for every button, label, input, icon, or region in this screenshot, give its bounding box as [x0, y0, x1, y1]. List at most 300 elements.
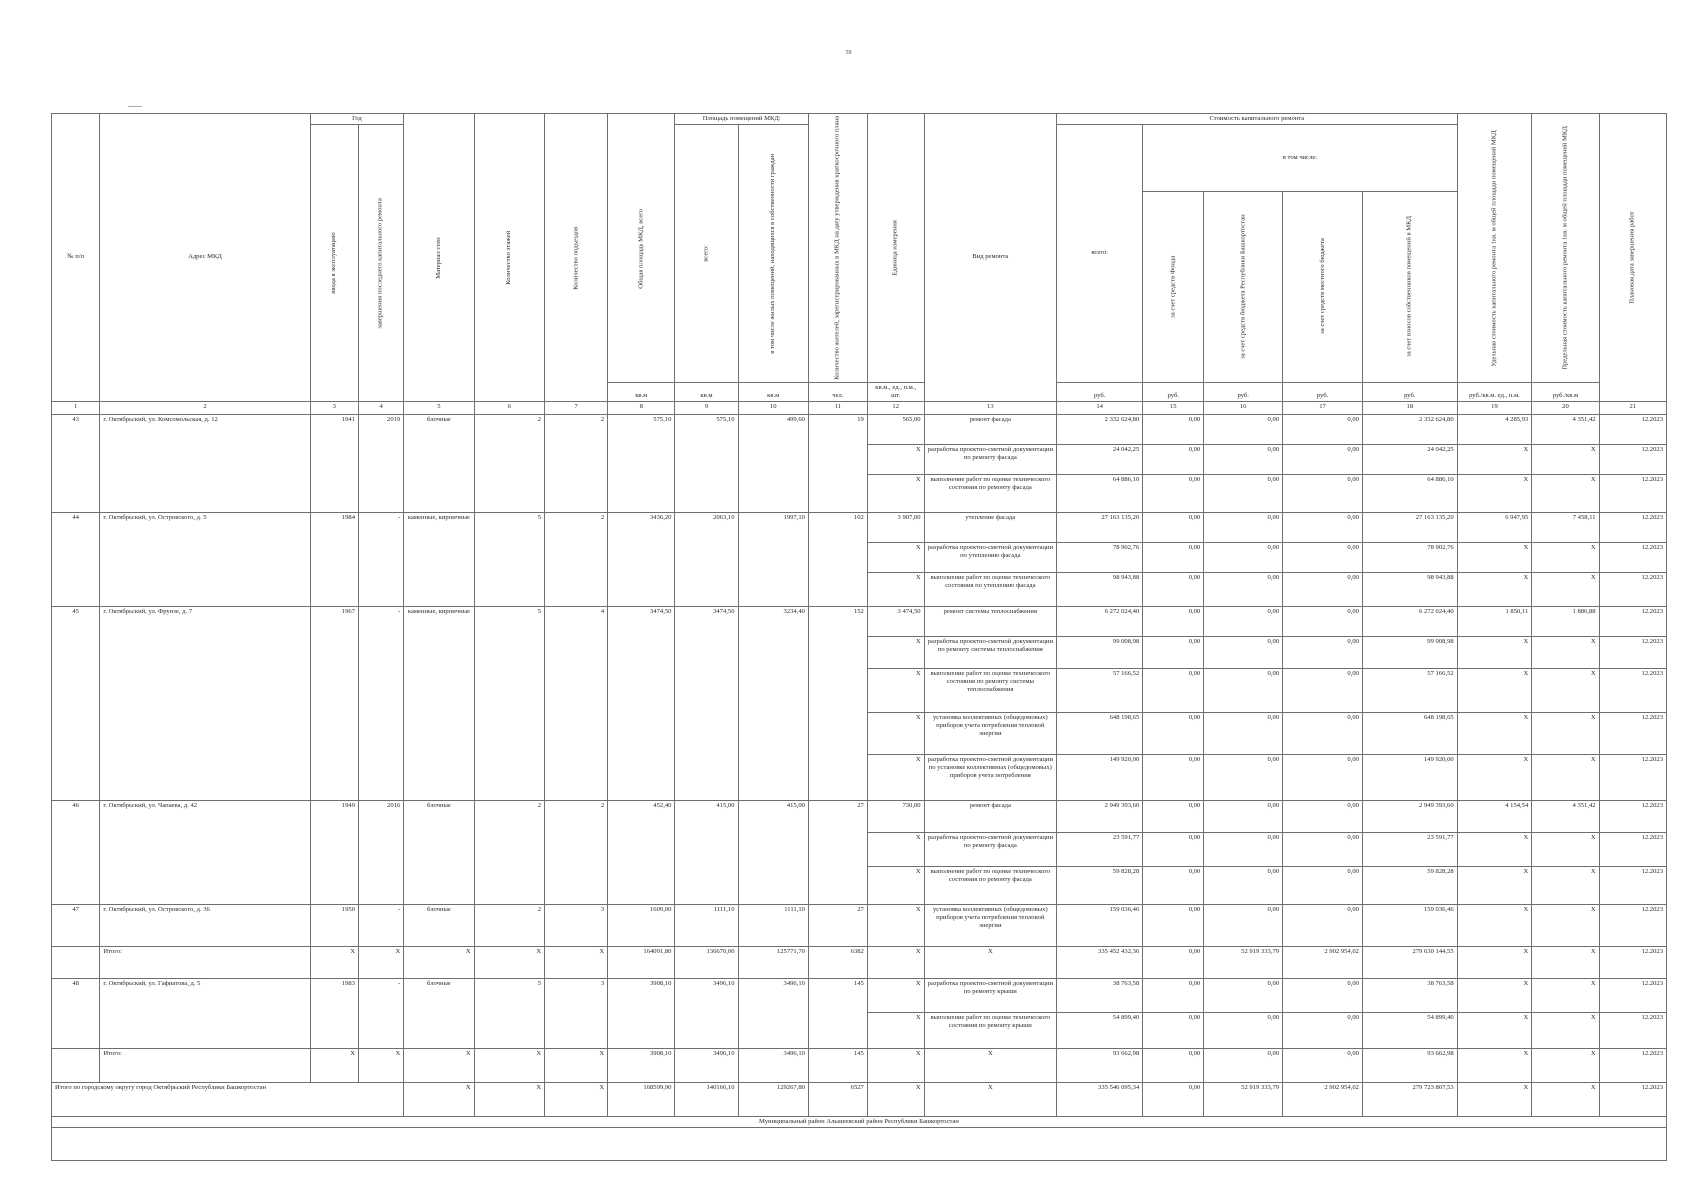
premises-area-cell: 3496,10: [675, 978, 738, 1048]
year-commission-cell: 1941: [310, 414, 358, 512]
residents-cell: 19: [808, 414, 867, 512]
row-number-cell: 44: [52, 512, 100, 606]
residents-cell: 6382: [808, 946, 867, 978]
header-cost-republic: за счет средств бюджета Республики Башкортостан: [1204, 191, 1283, 382]
column-number: 17: [1283, 401, 1363, 414]
measure-quantity-cell: X: [867, 668, 924, 712]
column-number: 19: [1457, 401, 1532, 414]
cost-local-cell: 0,00: [1283, 754, 1363, 800]
entrances-cell: 2: [545, 512, 608, 606]
unit-cost-cell: X: [1457, 712, 1532, 754]
total-area-cell: 3908,10: [608, 1048, 675, 1082]
total-area-cell: 3436,20: [608, 512, 675, 606]
residential-area-cell: 3496,10: [738, 978, 808, 1048]
wall-material-cell: каменные, кирпичные: [404, 512, 474, 606]
cost-local-cell: 0,00: [1283, 800, 1363, 832]
header-premises-total: всего:: [675, 125, 738, 383]
max-cost-cell: X: [1532, 668, 1599, 712]
deadline-cell: 12.2023: [1599, 512, 1666, 542]
cost-fund-cell: 0,00: [1143, 444, 1204, 474]
column-number-row: [52, 401, 1667, 414]
unit-cost-cell: 6 947,95: [1457, 512, 1532, 542]
column-number: 20: [1532, 401, 1599, 414]
building-row: [52, 606, 1667, 636]
unit-cost-cell: 4 285,93: [1457, 414, 1532, 444]
blank-cell: [52, 1127, 1667, 1160]
cost-fund-cell: 0,00: [1143, 800, 1204, 832]
cost-local-cell: 0,00: [1283, 606, 1363, 636]
cost-republic-cell: 0,00: [1204, 414, 1283, 444]
cost-owners-cell: 23 591,77: [1362, 832, 1457, 866]
building-row: [52, 800, 1667, 832]
cost-owners-cell: 38 763,58: [1362, 978, 1457, 1012]
wall-material-cell: каменные, кирпичные: [404, 606, 474, 800]
unit-total-area: кв.м: [608, 382, 675, 401]
measure-quantity-cell: X: [867, 542, 924, 572]
cost-fund-cell: 0,00: [1143, 904, 1204, 946]
grand-total-label: Итого по городскому округу город Октябрьский Республики Башкортостан: [52, 1082, 404, 1116]
unit-cost-cell: X: [1457, 572, 1532, 606]
cost-local-cell: 0,00: [1283, 832, 1363, 866]
deadline-cell: 12.2023: [1599, 636, 1666, 668]
deadline-cell: 12.2023: [1599, 754, 1666, 800]
cost-total-cell: 24 042,25: [1057, 444, 1143, 474]
total-row: [52, 1048, 1667, 1082]
header-measure-unit: Единица измерения: [867, 114, 924, 383]
cost-owners-cell: 98 943,88: [1362, 572, 1457, 606]
year-commission-cell: X: [310, 946, 358, 978]
residents-cell: 27: [808, 800, 867, 904]
cost-local-cell: 0,00: [1283, 1048, 1363, 1082]
max-cost-cell: X: [1532, 444, 1599, 474]
header-row-1: [52, 114, 1667, 125]
row-number-cell: [52, 1048, 100, 1082]
repair-type-cell: X: [924, 1048, 1056, 1082]
cost-total-cell: 27 163 135,20: [1057, 512, 1143, 542]
cost-fund-cell: 0,00: [1143, 636, 1204, 668]
max-cost-cell: X: [1532, 866, 1599, 904]
unit-cost-cell: X: [1457, 668, 1532, 712]
capital-repair-register-table: [51, 113, 1667, 1161]
column-number: 3: [310, 401, 358, 414]
measure-quantity-cell: 3 907,00: [867, 512, 924, 542]
column-number: 1: [52, 401, 100, 414]
column-number: 5: [404, 401, 474, 414]
residents-cell: 6527: [808, 1082, 867, 1116]
total-area-cell: 1609,00: [608, 904, 675, 946]
floors-cell: 2: [474, 414, 544, 512]
residential-area-cell: 125771,70: [738, 946, 808, 978]
cost-owners-cell: 2 949 393,60: [1362, 800, 1457, 832]
column-number: 2: [100, 401, 310, 414]
residents-cell: 27: [808, 904, 867, 946]
year-last-repair-cell: -: [358, 512, 403, 606]
measure-quantity-cell: X: [867, 572, 924, 606]
repair-type-cell: разработка проектно-сметной документации по ремонту системы теплоснабжения: [924, 636, 1056, 668]
cost-owners-cell: 2 332 624,80: [1362, 414, 1457, 444]
cost-fund-cell: 0,00: [1143, 474, 1204, 512]
cost-fund-cell: 0,00: [1143, 866, 1204, 904]
measure-quantity-cell: X: [867, 712, 924, 754]
wall-material-cell: блочные: [404, 414, 474, 512]
row-number-cell: 48: [52, 978, 100, 1048]
entrances-cell: 2: [545, 414, 608, 512]
column-number: 21: [1599, 401, 1666, 414]
deadline-cell: 12.2023: [1599, 866, 1666, 904]
measure-quantity-cell: X: [867, 444, 924, 474]
total-row: [52, 1082, 1667, 1116]
cost-owners-cell: 59 828,28: [1362, 866, 1457, 904]
row-number-cell: 43: [52, 414, 100, 512]
header-cost-total: всего:: [1057, 125, 1143, 383]
max-cost-cell: X: [1532, 572, 1599, 606]
deadline-cell: 12.2023: [1599, 1082, 1666, 1116]
cost-total-cell: 78 902,76: [1057, 542, 1143, 572]
header-wall-material: Материал стен: [404, 114, 474, 402]
cost-republic-cell: 0,00: [1204, 832, 1283, 866]
repair-type-cell: установка коллективных (общедомовых) приборов учета потребления тепловой энергии: [924, 904, 1056, 946]
entrances-cell: X: [545, 1048, 608, 1082]
measure-quantity-cell: X: [867, 474, 924, 512]
unit-cost-cell: X: [1457, 542, 1532, 572]
deadline-cell: 12.2023: [1599, 572, 1666, 606]
unit-cost-local: руб.: [1283, 382, 1363, 401]
header-cost-including: в том числе:: [1143, 125, 1457, 192]
cost-total-cell: 6 272 024,40: [1057, 606, 1143, 636]
wall-material-cell: блочные: [404, 978, 474, 1048]
residential-area-cell: 1111,10: [738, 904, 808, 946]
cost-local-cell: 0,00: [1283, 712, 1363, 754]
header-premises-area: Площадь помещений МКД:: [675, 114, 809, 125]
year-commission-cell: 1967: [310, 606, 358, 800]
header-total-area: Общая площадь МКД, всего: [608, 114, 675, 383]
cost-fund-cell: 0,00: [1143, 1048, 1204, 1082]
year-last-repair-cell: -: [358, 978, 403, 1048]
cost-owners-cell: 149 920,00: [1362, 754, 1457, 800]
repair-type-cell: выполнение работ по оценке технического состояния по ремонту фасада: [924, 866, 1056, 904]
cost-total-cell: 38 763,58: [1057, 978, 1143, 1012]
measure-quantity-cell: X: [867, 832, 924, 866]
measure-quantity-cell: 565,00: [867, 414, 924, 444]
residents-cell: 145: [808, 978, 867, 1048]
cost-republic-cell: 0,00: [1204, 668, 1283, 712]
residents-cell: 152: [808, 606, 867, 800]
cost-owners-cell: 279 723 807,53: [1362, 1082, 1457, 1116]
address-cell: г. Октябрьский, ул. Островского, д. 36: [100, 904, 310, 946]
cost-owners-cell: 24 042,25: [1362, 444, 1457, 474]
cost-total-cell: 57 166,52: [1057, 668, 1143, 712]
header-entrances: Количество подъездов: [545, 114, 608, 402]
unit-unit-cost: руб./кв.м. ед., п.м.: [1457, 382, 1532, 401]
cost-total-cell: 335 546 095,34: [1057, 1082, 1143, 1116]
address-cell: г. Октябрьский, ул. Чапаева, д. 42: [100, 800, 310, 904]
unit-cost-cell: X: [1457, 946, 1532, 978]
row-number-cell: 46: [52, 800, 100, 904]
unit-residents: чел.: [808, 382, 867, 401]
header-year-last-repair: завершения последнего капитального ремонта: [358, 125, 403, 402]
max-cost-cell: X: [1532, 1012, 1599, 1048]
residents-cell: 102: [808, 512, 867, 606]
year-last-repair-cell: X: [358, 1048, 403, 1082]
measure-quantity-cell: 3 474,50: [867, 606, 924, 636]
measure-quantity-cell: X: [867, 1082, 924, 1116]
measure-quantity-cell: X: [867, 754, 924, 800]
cost-total-cell: 159 036,46: [1057, 904, 1143, 946]
cost-republic-cell: 0,00: [1204, 474, 1283, 512]
measure-quantity-cell: 730,00: [867, 800, 924, 832]
max-cost-cell: X: [1532, 474, 1599, 512]
column-number: 18: [1362, 401, 1457, 414]
year-last-repair-cell: 2016: [358, 800, 403, 904]
total-row: [52, 946, 1667, 978]
cost-owners-cell: 99 008,98: [1362, 636, 1457, 668]
header-year: Год: [310, 114, 404, 125]
blank-row: [52, 1127, 1667, 1160]
address-cell: г. Октябрьский, ул. Гафиатова, д. 5: [100, 978, 310, 1048]
cost-local-cell: 0,00: [1283, 572, 1363, 606]
cost-fund-cell: 0,00: [1143, 1082, 1204, 1116]
repair-type-cell: выполнение работ по оценке технического состояния по ремонту крыши: [924, 1012, 1056, 1048]
cost-owners-cell: 78 902,76: [1362, 542, 1457, 572]
max-cost-cell: X: [1532, 1082, 1599, 1116]
premises-area-cell: 3474,50: [675, 606, 738, 800]
cost-local-cell: 2 902 954,02: [1283, 946, 1363, 978]
column-number: 7: [545, 401, 608, 414]
entrances-cell: 4: [545, 606, 608, 800]
header-cost-local: за счет средств местного бюджета: [1283, 191, 1363, 382]
building-row: [52, 512, 1667, 542]
cost-owners-cell: 57 166,52: [1362, 668, 1457, 712]
entrances-cell: X: [545, 946, 608, 978]
max-cost-cell: 1 886,88: [1532, 606, 1599, 636]
cost-owners-cell: 64 886,10: [1362, 474, 1457, 512]
cost-fund-cell: 0,00: [1143, 572, 1204, 606]
total-area-cell: 164091,80: [608, 946, 675, 978]
header-mark: [128, 106, 142, 107]
repair-type-cell: установка коллективных (общедомовых) приборов учета потребления тепловой энергии: [924, 712, 1056, 754]
unit-cost-cell: X: [1457, 904, 1532, 946]
floors-cell: X: [474, 1082, 544, 1116]
cost-total-cell: 335 452 432,36: [1057, 946, 1143, 978]
year-commission-cell: X: [310, 1048, 358, 1082]
deadline-cell: 12.2023: [1599, 474, 1666, 512]
address-cell: Итого:: [100, 946, 310, 978]
cost-total-cell: 98 943,88: [1057, 572, 1143, 606]
column-number: 12: [867, 401, 924, 414]
cost-republic-cell: 0,00: [1204, 444, 1283, 474]
premises-area-cell: 575,10: [675, 414, 738, 512]
wall-material-cell: блочные: [404, 800, 474, 904]
cost-fund-cell: 0,00: [1143, 414, 1204, 444]
year-last-repair-cell: X: [358, 946, 403, 978]
cost-total-cell: 54 899,40: [1057, 1012, 1143, 1048]
address-cell: г. Октябрьский, ул. Комсомольская, д. 12: [100, 414, 310, 512]
max-cost-cell: X: [1532, 904, 1599, 946]
floors-cell: 5: [474, 978, 544, 1048]
municipality-heading: Муниципальный район Альшеевский район Республики Башкортостан: [52, 1116, 1667, 1127]
cost-local-cell: 0,00: [1283, 444, 1363, 474]
cost-fund-cell: 0,00: [1143, 1012, 1204, 1048]
residential-area-cell: 129267,80: [738, 1082, 808, 1116]
cost-total-cell: 64 886,10: [1057, 474, 1143, 512]
column-number: 8: [608, 401, 675, 414]
cost-republic-cell: 0,00: [1204, 712, 1283, 754]
deadline-cell: 12.2023: [1599, 946, 1666, 978]
cost-republic-cell: 0,00: [1204, 606, 1283, 636]
wall-material-cell: X: [404, 1082, 474, 1116]
max-cost-cell: X: [1532, 636, 1599, 668]
unit-cost-cell: X: [1457, 636, 1532, 668]
measure-quantity-cell: X: [867, 1048, 924, 1082]
cost-owners-cell: 93 662,98: [1362, 1048, 1457, 1082]
floors-cell: 5: [474, 512, 544, 606]
cost-local-cell: 0,00: [1283, 414, 1363, 444]
residential-area-cell: 1997,10: [738, 512, 808, 606]
unit-residential: кв.м: [738, 382, 808, 401]
deadline-cell: 12.2023: [1599, 978, 1666, 1012]
deadline-cell: 12.2023: [1599, 712, 1666, 754]
unit-cost-owners: руб.: [1362, 382, 1457, 401]
repair-type-cell: разработка проектно-сметной документации по установке коллективных (общедомовых) приборов учета потребления: [924, 754, 1056, 800]
year-commission-cell: 1950: [310, 904, 358, 946]
cost-owners-cell: 648 198,65: [1362, 712, 1457, 754]
cost-republic-cell: 0,00: [1204, 866, 1283, 904]
total-area-cell: 168599,90: [608, 1082, 675, 1116]
cost-local-cell: 0,00: [1283, 474, 1363, 512]
address-cell: Итого:: [100, 1048, 310, 1082]
cost-republic-cell: 0,00: [1204, 978, 1283, 1012]
residents-cell: 145: [808, 1048, 867, 1082]
cost-owners-cell: 54 899,40: [1362, 1012, 1457, 1048]
unit-max-cost: руб./кв.м: [1532, 382, 1599, 401]
column-number: 15: [1143, 401, 1204, 414]
cost-total-cell: 23 591,77: [1057, 832, 1143, 866]
header-residents: Количество жителей, зарегистрированных в МКД на дату утверждения краткосрочного плана: [808, 114, 867, 383]
cost-republic-cell: 0,00: [1204, 512, 1283, 542]
max-cost-cell: X: [1532, 542, 1599, 572]
cost-owners-cell: 27 163 135,20: [1362, 512, 1457, 542]
total-area-cell: 452,40: [608, 800, 675, 904]
column-number: 16: [1204, 401, 1283, 414]
premises-area-cell: 1111,10: [675, 904, 738, 946]
floors-cell: X: [474, 1048, 544, 1082]
unit-cost-republic: руб.: [1204, 382, 1283, 401]
unit-cost-cell: 4 154,54: [1457, 800, 1532, 832]
repair-type-cell: ремонт фасада: [924, 414, 1056, 444]
cost-local-cell: 0,00: [1283, 978, 1363, 1012]
max-cost-cell: 7 458,11: [1532, 512, 1599, 542]
building-row: [52, 414, 1667, 444]
column-number: 10: [738, 401, 808, 414]
cost-total-cell: 59 828,28: [1057, 866, 1143, 904]
cost-local-cell: 0,00: [1283, 542, 1363, 572]
header-address: Адрес МКД: [100, 114, 310, 402]
repair-type-cell: ремонт системы теплоснабжения: [924, 606, 1056, 636]
measure-quantity-cell: X: [867, 636, 924, 668]
year-last-repair-cell: -: [358, 904, 403, 946]
entrances-cell: 3: [545, 978, 608, 1048]
column-number: 13: [924, 401, 1056, 414]
header-year-commission: ввода в эксплуатацию: [310, 125, 358, 402]
total-area-cell: 3474,50: [608, 606, 675, 800]
measure-quantity-cell: X: [867, 946, 924, 978]
unit-cost-cell: X: [1457, 866, 1532, 904]
max-cost-cell: X: [1532, 754, 1599, 800]
repair-type-cell: разработка проектно-сметной документации по ремонту крыши: [924, 978, 1056, 1012]
measure-quantity-cell: X: [867, 904, 924, 946]
cost-total-cell: 2 332 624,80: [1057, 414, 1143, 444]
cost-owners-cell: 279 630 144,55: [1362, 946, 1457, 978]
cost-republic-cell: 0,00: [1204, 754, 1283, 800]
max-cost-cell: X: [1532, 1048, 1599, 1082]
cost-local-cell: 0,00: [1283, 1012, 1363, 1048]
address-cell: г. Октябрьский, ул. Фрунзе, д. 7: [100, 606, 310, 800]
deadline-cell: 12.2023: [1599, 668, 1666, 712]
max-cost-cell: 4 351,42: [1532, 414, 1599, 444]
measure-quantity-cell: X: [867, 978, 924, 1012]
unit-cost-cell: 1 850,11: [1457, 606, 1532, 636]
measure-quantity-cell: X: [867, 866, 924, 904]
cost-republic-cell: 0,00: [1204, 636, 1283, 668]
max-cost-cell: X: [1532, 946, 1599, 978]
cost-fund-cell: 0,00: [1143, 606, 1204, 636]
unit-measure: кв.м., ед., п.м., шт.: [867, 382, 924, 401]
repair-type-cell: разработка проектно-сметной документации по утеплению фасада: [924, 542, 1056, 572]
cost-fund-cell: 0,00: [1143, 946, 1204, 978]
year-commission-cell: 1983: [310, 978, 358, 1048]
cost-republic-cell: 0,00: [1204, 904, 1283, 946]
unit-cost-fund: руб.: [1143, 382, 1204, 401]
cost-total-cell: 2 949 393,60: [1057, 800, 1143, 832]
repair-type-cell: выполнение работ по оценке технического состояния по ремонту системы теплоснабжения: [924, 668, 1056, 712]
cost-total-cell: 99 008,98: [1057, 636, 1143, 668]
address-cell: г. Октябрьский, ул. Островского, д. 5: [100, 512, 310, 606]
deadline-cell: 12.2023: [1599, 1012, 1666, 1048]
entrances-cell: 2: [545, 800, 608, 904]
deadline-cell: 12.2023: [1599, 904, 1666, 946]
wall-material-cell: X: [404, 946, 474, 978]
total-area-cell: 3908,10: [608, 978, 675, 1048]
floors-cell: X: [474, 946, 544, 978]
repair-type-cell: утепление фасада: [924, 512, 1056, 542]
year-last-repair-cell: -: [358, 606, 403, 800]
page-number: 58: [845, 50, 852, 56]
header-residential-owned: в том числе жилых помещений, находящихся в собственности граждан: [738, 125, 808, 383]
cost-republic-cell: 0,00: [1204, 1012, 1283, 1048]
cost-fund-cell: 0,00: [1143, 832, 1204, 866]
cost-total-cell: 149 920,00: [1057, 754, 1143, 800]
cost-republic-cell: 52 919 333,79: [1204, 946, 1283, 978]
max-cost-cell: X: [1532, 832, 1599, 866]
cost-local-cell: 0,00: [1283, 512, 1363, 542]
total-area-cell: 575,10: [608, 414, 675, 512]
cost-republic-cell: 0,00: [1204, 542, 1283, 572]
year-commission-cell: 1949: [310, 800, 358, 904]
premises-area-cell: 140166,10: [675, 1082, 738, 1116]
cost-fund-cell: 0,00: [1143, 978, 1204, 1012]
building-row: [52, 978, 1667, 1012]
entrances-cell: 3: [545, 904, 608, 946]
header-num: № п/п: [52, 114, 100, 402]
measure-quantity-cell: X: [867, 1012, 924, 1048]
premises-area-cell: 136670,00: [675, 946, 738, 978]
deadline-cell: 12.2023: [1599, 542, 1666, 572]
deadline-cell: 12.2023: [1599, 800, 1666, 832]
deadline-cell: 12.2023: [1599, 444, 1666, 474]
header-repair-type: Вид ремонта: [924, 114, 1056, 402]
floors-cell: 5: [474, 606, 544, 800]
header-deadline: Плановая дата завершения работ: [1599, 114, 1666, 402]
